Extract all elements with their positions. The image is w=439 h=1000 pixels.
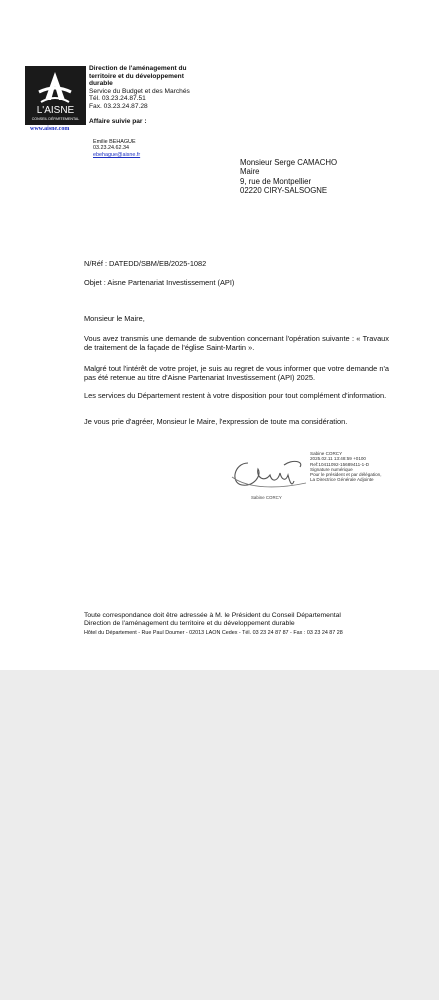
letter-reference: N/Réf : DATEDD/SBM/EB/2025-1082 [84, 259, 207, 268]
aisne-emblem-icon [25, 66, 86, 125]
footer-line-3: Hôtel du Département - Rue Paul Doumer - 02013 LAON Cedex - Tél. 03 23 24 87 87 - Fax : 03 23 24 87 28 [84, 629, 343, 636]
affaire-label: Affaire suivie par : [89, 118, 147, 125]
signature-role: La Directrice Générale Adjointe [310, 477, 374, 483]
signature-delegation: Pour le président et par délégation, [310, 472, 382, 478]
handwritten-signature [228, 453, 310, 493]
direction-line-2: territoire et du développement [89, 72, 184, 80]
sender-tel: Tél. 03.23.24.87.51 [89, 95, 146, 102]
letter-footer [84, 612, 343, 637]
service-name: Service du Budget et des Marchés [89, 87, 190, 95]
signature-caption: Sabine CORCY [251, 495, 282, 500]
logo-wordmark: L'AISNE [36, 105, 75, 116]
signature-signer: Sabine CORCY [310, 451, 343, 456]
letter-object: Objet : Aisne Partenariat Investissement (API) [84, 278, 235, 287]
sender-fax: Fax. 03.23.24.87.28 [89, 102, 148, 110]
contact-phone: 03.23.24.62.34 [93, 145, 129, 152]
contact-block [93, 139, 140, 158]
aisne-logo [25, 66, 86, 125]
direction-line-1: Direction de l'aménagement du [89, 65, 187, 72]
contact-email-link[interactable]: ebehague@aisne.fr [93, 151, 141, 158]
contact-name: Emilie BEHAGUE [93, 139, 136, 145]
letter-salutation: Monsieur le Maire, [84, 314, 145, 323]
letter-paragraph-2: Malgré tout l'intérêt de votre projet, je suis au regret de vous informer que votre demande n'a pas été retenue au titre d'Aisne Partenariat Investissement (API) 2025. [84, 364, 389, 382]
footer-line-2: Direction de l'aménagement du territoire et du développement durable [84, 620, 295, 628]
letter-paragraph-1: Vous avez transmis une demande de subvention concernant l'opération suivante : « Travaux de traitement de la façade de l'église Saint-Martin ». [84, 334, 389, 352]
signature-ref: Ref:10411092-15689411-1-D [310, 461, 370, 467]
sender-direction [89, 65, 190, 110]
signature-datetime: 2025.02.11 13:48:59 +0100 [310, 456, 366, 462]
recipient-title: Maire [240, 167, 260, 177]
website-link[interactable]: www.aisne.com [30, 126, 70, 132]
signature-numeric: Signature numérique [310, 466, 353, 472]
letter-paragraph-3: Les services du Département restent à votre disposition pour tout complément d'information. [84, 391, 387, 400]
digital-signature-block [310, 451, 382, 483]
letter-paragraph-4: Je vous prie d'agréer, Monsieur le Maire, l'expression de toute ma considération. [84, 417, 348, 426]
logo-subtext: CONSEIL DÉPARTEMENTAL [31, 117, 80, 121]
recipient-name: Monsieur Serge CAMACHO [240, 158, 338, 167]
footer-line-1: Toute correspondance doit être adressée à M. le Président du Conseil Départemental [84, 612, 341, 619]
direction-line-3: durable [89, 80, 113, 87]
recipient-address [240, 158, 337, 195]
recipient-street: 9, rue de Montpellier [240, 176, 312, 186]
recipient-city: 02220 CIRY-SALSOGNE [240, 185, 328, 195]
